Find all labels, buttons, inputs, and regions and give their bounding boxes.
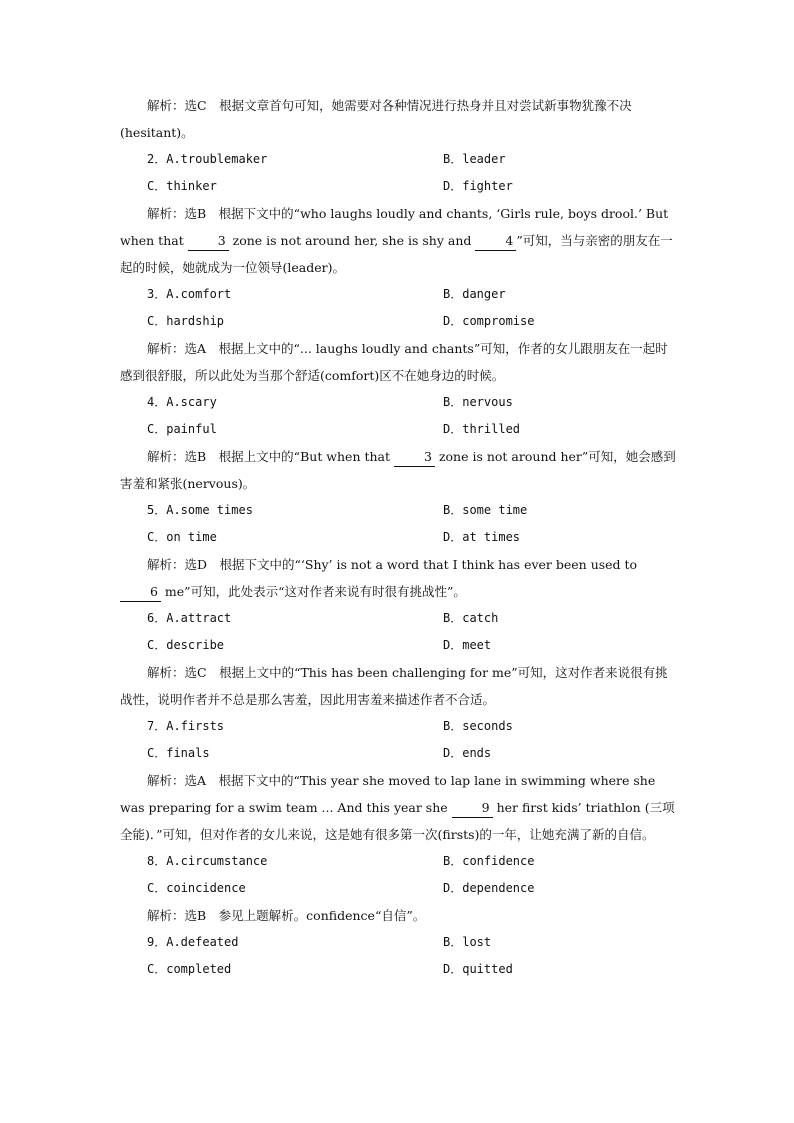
analysis-2-pre: 解析：选B 根据下文中的“who laughs loudly and chants, ‘Girls rule, boys drool.’ But when that [120, 206, 669, 248]
q3-option-c: C．hardship [147, 314, 225, 328]
q5-option-b: B．some time [443, 503, 528, 517]
q8-option-a: 8．A.circumstance [147, 854, 268, 868]
q2-option-b: B．leader [443, 152, 506, 166]
q6-option-a: 6．A.attract [147, 611, 232, 625]
blank-6: 6 [120, 583, 161, 602]
q9-option-b: B．lost [443, 935, 492, 949]
q5-option-d: D．at times [443, 530, 521, 544]
q3-option-d: D．compromise [443, 314, 535, 328]
q4-option-b: B．nervous [443, 395, 513, 409]
analysis-2-post: ”可知，当与亲密的朋友在一起的时候，她就成为一位领导(leader)。 [120, 233, 673, 275]
q8-option-d: D．dependence [443, 881, 535, 895]
q9-option-d: D．quitted [443, 962, 513, 976]
blank-3: 3 [394, 448, 435, 467]
q8-option-c: C．coincidence [147, 881, 246, 895]
question-6-row-1 [120, 605, 676, 632]
q5-option-a: 5．A.some times [147, 503, 253, 517]
q4-option-d: D．thrilled [443, 422, 521, 436]
q3-option-a: 3．A.comfort [147, 287, 232, 301]
q6-option-b: B．catch [443, 611, 499, 625]
question-6-row-2 [120, 632, 676, 659]
question-8-row-2 [120, 875, 676, 902]
analysis-3: 解析：选A 根据上文中的“... laughs loudly and chants”可知，作者的女儿跟朋友在一起时感到很舒服，所以此处为当那个舒适(comfort)区不在她身边的时候。 [120, 341, 668, 383]
q4-option-c: C．painful [147, 422, 217, 436]
q8-option-b: B．confidence [443, 854, 535, 868]
q3-option-b: B．danger [443, 287, 506, 301]
q2-option-d: D．fighter [443, 179, 513, 193]
q2-option-c: C．thinker [147, 179, 217, 193]
analysis-7-post: her first kids’ triathlon (三项全能)．”可知，但对作者的女儿来说，这是她有很多第一次(firsts)的一年，让她充满了新的自信。 [120, 800, 675, 842]
q2-option-a: 2．A.troublemaker [147, 152, 268, 166]
q6-option-c: C．describe [147, 638, 225, 652]
q7-option-d: D．ends [443, 746, 492, 760]
analysis-2-mid: zone is not around her, she is shy and [228, 233, 476, 248]
analysis-4-post: zone is not around her”可知，她会感到害羞和紧张(nervous)。 [120, 449, 676, 491]
analysis-4 [120, 443, 676, 497]
blank-3: 3 [188, 232, 229, 251]
analysis-8: 解析：选B 参见上题解析。confidence“自信”。 [147, 908, 426, 923]
q9-option-c: C．completed [147, 962, 232, 976]
question-5-row-2 [120, 524, 676, 551]
analysis-5-pre: 解析：选D 根据下文中的“‘Shy’ is not a word that I think has ever been used to [147, 557, 638, 572]
analysis-5 [120, 551, 676, 605]
question-4-row-2 [120, 416, 676, 443]
analysis-6: 解析：选C 根据上文中的“This has been challenging for me”可知，这对作者来说很有挑战性，说明作者并不总是那么害羞，因此用害羞来描述作者不合适。 [120, 665, 668, 707]
q5-option-c: C．on time [147, 530, 217, 544]
analysis-7-pre: 解析：选A 根据下文中的“This year she moved to lap lane in swimming where she was preparing for a swim team ... And this year she [120, 773, 656, 815]
q4-option-a: 4．A.scary [147, 395, 217, 409]
analysis-2 [120, 200, 676, 281]
analysis-5-post: me”可知，此处表示“这对作者来说有时很有挑战性”。 [160, 584, 466, 599]
question-9-row-2 [120, 956, 676, 983]
question-8-row-1 [120, 848, 676, 875]
question-3-row-2 [120, 308, 676, 335]
answer-content [120, 92, 676, 983]
blank-4: 4 [475, 232, 516, 251]
analysis-4-pre: 解析：选B 根据上文中的“But when that [147, 449, 395, 464]
question-7-row-2 [120, 740, 676, 767]
question-5-row-1 [120, 497, 676, 524]
q6-option-d: D．meet [443, 638, 492, 652]
question-2-row-2 [120, 173, 676, 200]
q9-option-a: 9．A.defeated [147, 935, 239, 949]
question-2-row-1 [120, 146, 676, 173]
analysis-7 [120, 767, 676, 848]
blank-9: 9 [452, 799, 493, 818]
question-4-row-1 [120, 389, 676, 416]
analysis-1: 解析：选C 根据文章首句可知，她需要对各种情况进行热身并且对尝试新事物犹豫不决(hesitant)。 [120, 98, 632, 140]
q7-option-b: B．seconds [443, 719, 513, 733]
q7-option-a: 7．A.firsts [147, 719, 225, 733]
q7-option-c: C．finals [147, 746, 210, 760]
question-7-row-1 [120, 713, 676, 740]
question-9-row-1 [120, 929, 676, 956]
question-3-row-1 [120, 281, 676, 308]
